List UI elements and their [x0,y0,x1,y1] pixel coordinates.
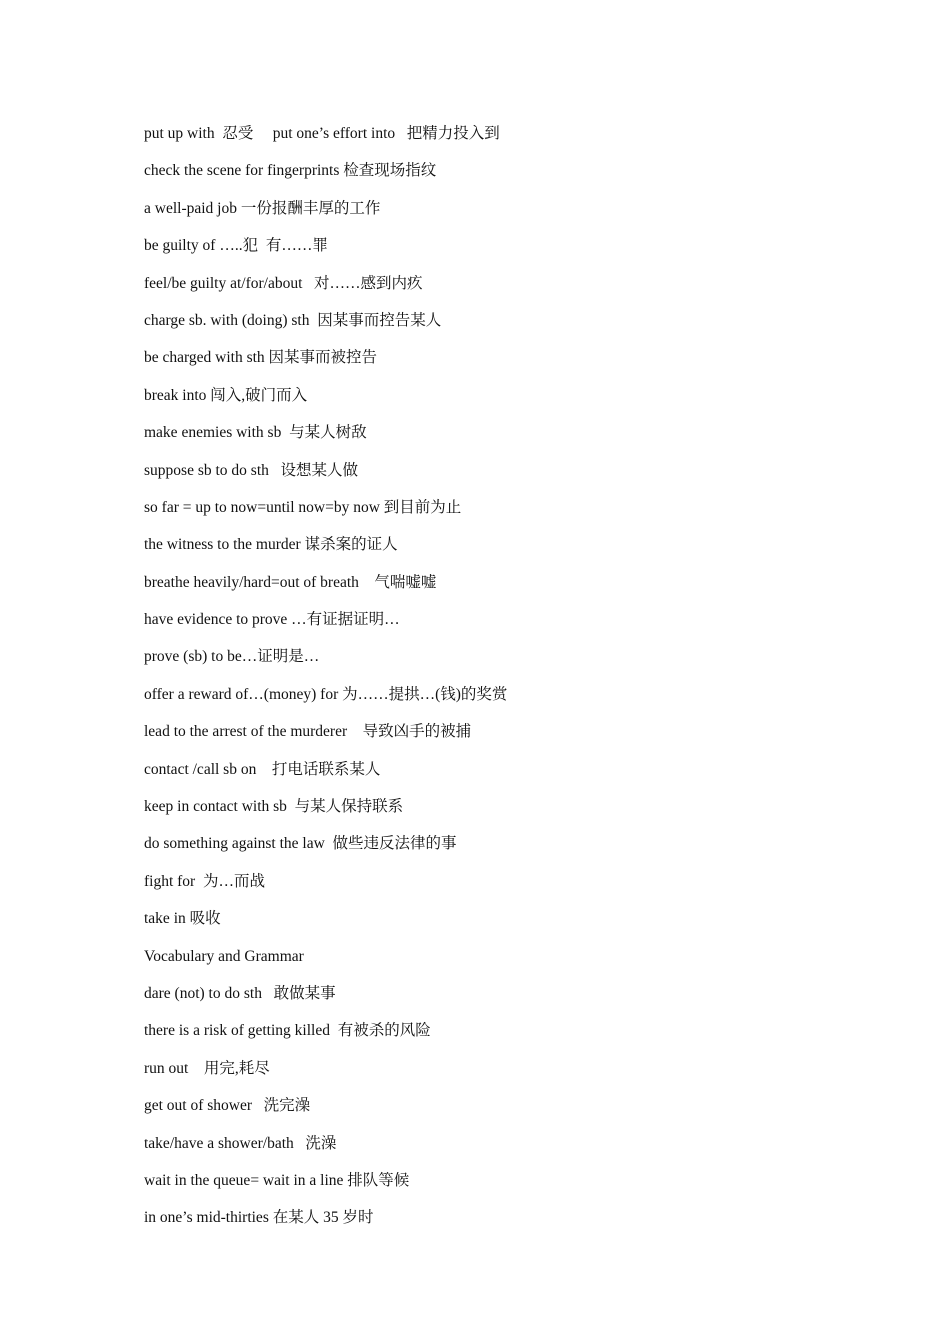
phrase-line: break into 闯入,破门而入 [144,386,308,404]
phrase-line: run out 用完,耗尽 [144,1059,270,1077]
phrase-line: in one’s mid-thirties 在某人 35 岁时 [144,1209,374,1227]
phrase-line: keep in contact with sb 与某人保持联系 [144,798,404,816]
phrase-line: take in 吸收 [144,910,221,928]
section-heading: Vocabulary and Grammar [144,947,304,965]
phrase-line: prove (sb) to be…证明是… [144,648,320,666]
phrase-line: charge sb. with (doing) sth 因某事而控告某人 [144,311,442,329]
phrase-line: make enemies with sb 与某人树敌 [144,424,367,442]
phrase-line: wait in the queue= wait in a line 排队等候 [144,1171,410,1189]
phrase-line: get out of shower 洗完澡 [144,1097,311,1115]
phrase-line: be guilty of …..犯 有……罪 [144,237,328,255]
phrase-line: take/have a shower/bath 洗澡 [144,1134,337,1152]
phrase-line: the witness to the murder 谋杀案的证人 [144,536,398,554]
phrase-line: check the scene for fingerprints 检查现场指纹 [144,162,437,180]
phrase-line: have evidence to prove …有证据证明… [144,611,400,629]
phrase-line: feel/be guilty at/for/about 对……感到内疚 [144,274,423,292]
phrase-line: offer a reward of…(money) for 为……提拱…(钱)的奖赏 [144,685,508,703]
phrase-list [144,121,904,1243]
phrase-line: fight for 为…而战 [144,872,265,890]
phrase-line: so far = up to now=until now=by now 到目前为止 [144,498,462,516]
phrase-line: breathe heavily/hard=out of breath 气喘嘘嘘 [144,573,437,591]
phrase-line: there is a risk of getting killed 有被杀的风险 [144,1022,431,1040]
phrase-line: a well-paid job 一份报酬丰厚的工作 [144,199,381,217]
phrase-line: suppose sb to do sth 设想某人做 [144,461,358,479]
phrase-line: lead to the arrest of the murderer 导致凶手的被捕 [144,723,472,741]
phrase-line: do something against the law 做些违反法律的事 [144,835,457,853]
phrase-line: dare (not) to do sth 敢做某事 [144,984,336,1002]
phrase-line: be charged with sth 因某事而被控告 [144,349,378,367]
phrase-line: put up with 忍受 put one’s effort into 把精力投入到 [144,125,500,142]
phrase-line: contact /call sb on 打电话联系某人 [144,760,381,778]
